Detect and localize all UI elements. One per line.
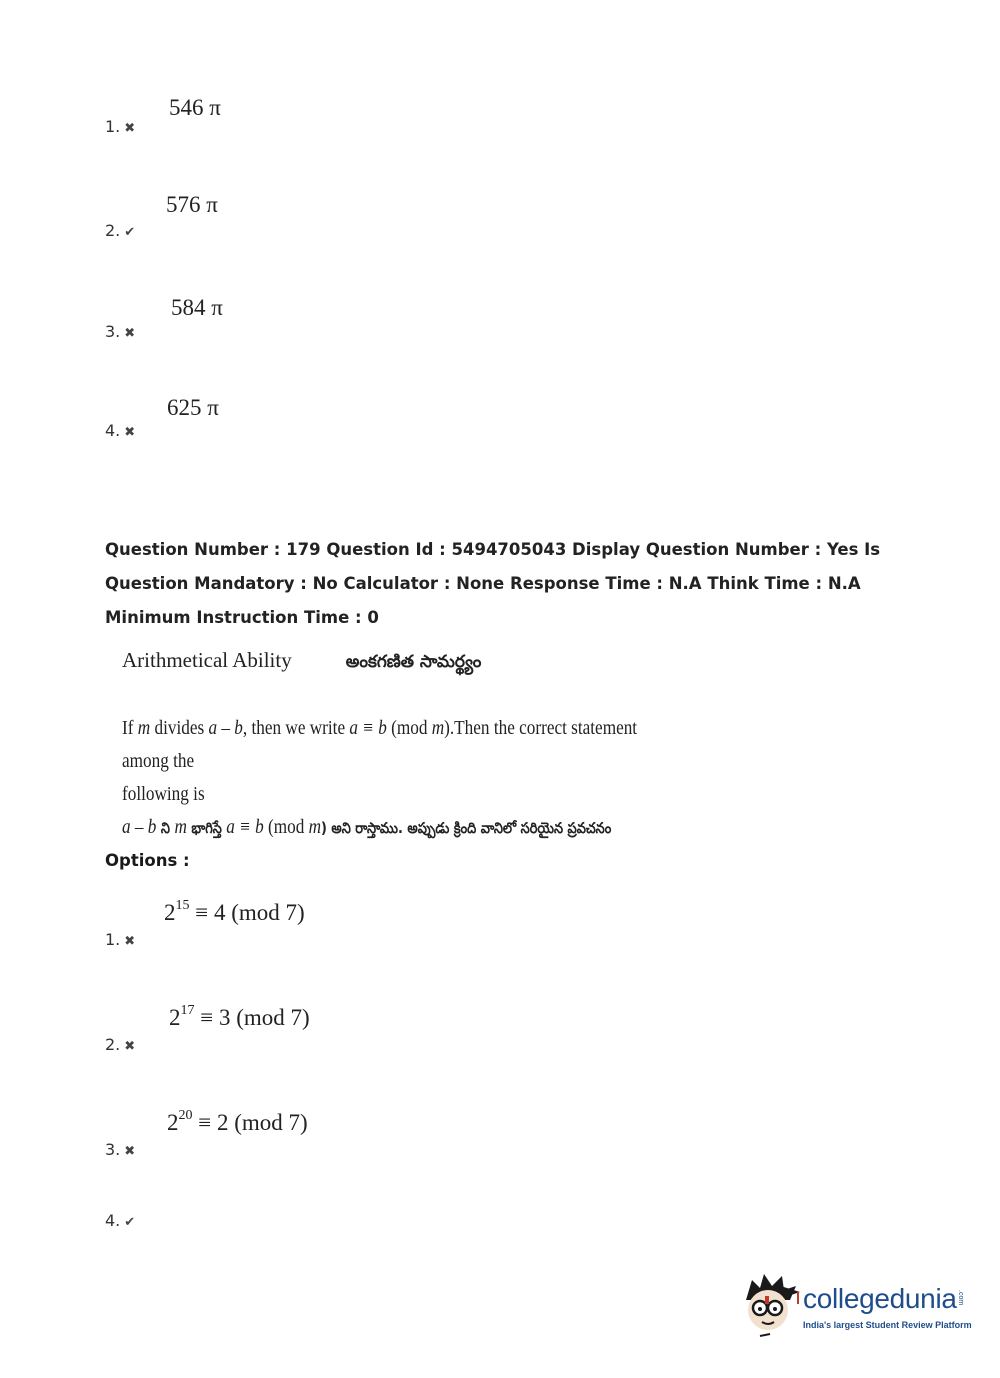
options-label: Options :	[105, 851, 190, 870]
prev-option-3[interactable]	[105, 322, 135, 341]
option-4[interactable]	[105, 1211, 135, 1230]
prev-option-1-value: 546 π	[169, 95, 221, 120]
question-text	[122, 712, 672, 845]
option-number: 2.	[105, 221, 121, 240]
option-number: 4.	[105, 421, 121, 440]
option-1-value: $2^{15} \equiv 4$ (mod 7)	[164, 898, 305, 925]
collegedunia-mascot-icon	[738, 1270, 802, 1342]
cross-icon: ✖	[124, 425, 136, 440]
prev-option-2-value: 576 π	[166, 192, 218, 217]
option-2[interactable]	[105, 1035, 135, 1054]
section-telugu: అంకగణిత సామర్థ్యం	[345, 652, 482, 672]
prev-option-1[interactable]	[105, 117, 135, 136]
cross-icon: ✖	[124, 121, 136, 136]
cross-icon: ✖	[124, 934, 136, 949]
prev-option-3-value: 584 π	[171, 295, 223, 320]
question-line-2: following is	[122, 783, 205, 805]
option-1[interactable]	[105, 930, 135, 949]
option-number: 3.	[105, 322, 121, 341]
prev-option-2[interactable]	[105, 221, 135, 240]
cross-icon: ✖	[124, 1039, 136, 1054]
prev-option-4[interactable]	[105, 421, 135, 440]
option-3-value: $2^{20} \equiv 2$ (mod 7)	[167, 1108, 308, 1135]
logo-com: .com	[957, 1290, 964, 1306]
question-line-telugu: a – b ని m భాగిస్తే a ≡ b (mod m) అని రాస్తాము. అప్పుడు క్రింది వానిలో సరియైన ప్రవచనం	[122, 816, 612, 838]
prev-option-4-value: 625 π	[167, 395, 219, 420]
option-3[interactable]	[105, 1140, 135, 1159]
section-english: Arithmetical Ability	[122, 648, 292, 672]
check-icon: ✔	[124, 225, 136, 240]
section-heading	[122, 648, 481, 676]
cross-icon: ✖	[124, 1144, 136, 1159]
option-number: 3.	[105, 1140, 121, 1159]
logo-name: collegedunia	[803, 1283, 957, 1314]
option-number: 2.	[105, 1035, 121, 1054]
option-number: 1.	[105, 930, 121, 949]
option-number: 1.	[105, 117, 121, 136]
question-meta: Question Number : 179 Question Id : 5494705043 Display Question Number : Yes Is Question Mandatory : No Calculator : None Response Time : N.A Think Time : N.A Minimum Instruction Time : 0	[105, 540, 881, 627]
check-icon: ✔	[124, 1215, 136, 1230]
option-number: 4.	[105, 1211, 121, 1230]
option-2-value: $2^{17} \equiv 3$ (mod 7)	[169, 1003, 310, 1030]
logo-tagline: India's largest Student Review Platform	[803, 1320, 972, 1330]
cross-icon: ✖	[124, 326, 136, 341]
question-line-1: If m divides a – b, then we write a ≡ b (mod m).Then the correct statement among the	[122, 717, 638, 772]
